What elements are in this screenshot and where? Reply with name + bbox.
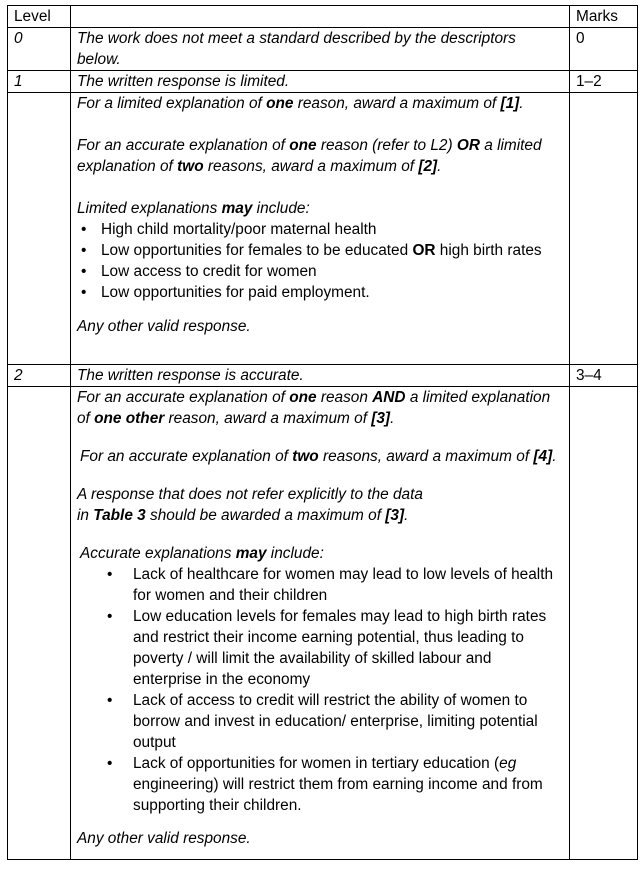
level-1-descriptor: The written response is limited. (71, 71, 570, 93)
list-item: • High child mortality/poor maternal health (77, 219, 563, 240)
descriptor-header (71, 6, 570, 28)
level-1-cell: 1 (8, 71, 71, 93)
list-item: • Lack of access to credit will restrict the ability of women to borrow and invest in education/ enterprise, limiting potential output (77, 690, 563, 753)
l1-other-response: Any other valid response. (77, 318, 251, 335)
level-2-cell: 2 (8, 365, 71, 387)
l1-paragraph-1: For a limited explanation of one reason, award a maximum of [1]. (77, 95, 524, 112)
l1-bullet-list (77, 219, 563, 303)
list-item: • Low opportunities for paid employment. (77, 282, 563, 303)
l1-paragraph-2: For an accurate explanation of one reason (refer to L2) OR a limited explanation of two reasons, award a maximum of [2]. (77, 137, 542, 175)
level-1-guidance-row (8, 93, 638, 365)
mark-scheme (7, 5, 637, 860)
header-row (8, 6, 638, 28)
level-1-guidance-marks (570, 93, 638, 365)
level-0-marks: 0 (570, 28, 638, 71)
level-1-marks: 1–2 (570, 71, 638, 93)
l2-paragraph-2: For an accurate explanation of two reasons, award a maximum of [4]. (80, 448, 557, 465)
level-0-cell: 0 (8, 28, 71, 71)
l2-other-response: Any other valid response. (77, 830, 251, 847)
level-1-guidance (71, 93, 570, 365)
list-item: • Low opportunities for females to be educated OR high birth rates (77, 240, 563, 261)
list-item: • Lack of healthcare for women may lead to low levels of health for women and their children (77, 564, 563, 606)
level-0-descriptor: The work does not meet a standard described by the descriptors below. (71, 28, 570, 71)
l1-intro: Limited explanations may include: (77, 200, 310, 217)
marks-header: Marks (570, 6, 638, 28)
list-item: • Low education levels for females may lead to high birth rates and restrict their income earning potential, thus leading to poverty / will limit the availability of skilled labour and enterprise in the economy (77, 606, 563, 690)
level-2-guidance-marks (570, 387, 638, 860)
level-2-descriptor: The written response is accurate. (71, 365, 570, 387)
list-item: • Low access to credit for women (77, 261, 563, 282)
level-2-guidance-spacer (8, 387, 71, 860)
levels-table (7, 5, 638, 860)
level-2-marks: 3–4 (570, 365, 638, 387)
l2-paragraph-3: A response that does not refer explicitly to the data in Table 3 should be awarded a maximum of [3]. (77, 486, 423, 524)
level-2-guidance-row (8, 387, 638, 860)
level-1-row (8, 71, 638, 93)
level-1-guidance-spacer (8, 93, 71, 365)
l2-intro: Accurate explanations may include: (80, 545, 324, 562)
level-0-row (8, 28, 638, 71)
level-2-row (8, 365, 638, 387)
level-header: Level (8, 6, 71, 28)
level-2-guidance (71, 387, 570, 860)
l2-paragraph-1: For an accurate explanation of one reason AND a limited explanation of one other reason, award a maximum of [3]. (77, 389, 551, 427)
l2-bullet-list (77, 564, 563, 816)
list-item: • Lack of opportunities for women in tertiary education (eg engineering) will restrict them from earning income and from supporting their children. (77, 753, 563, 816)
